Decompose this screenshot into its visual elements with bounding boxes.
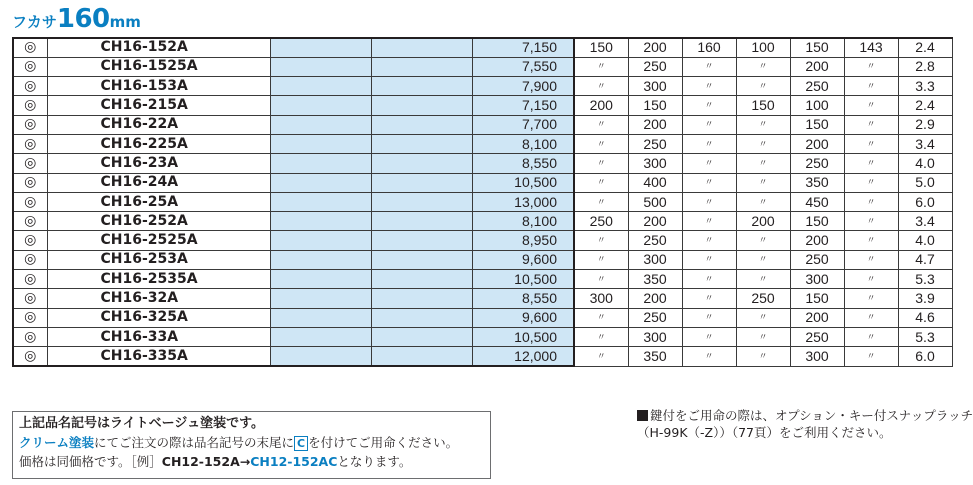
dimension-cell: 200	[628, 289, 682, 308]
stock-mark: ◎	[13, 231, 47, 250]
blank-cell	[371, 173, 472, 192]
dimension-cell: 〃	[682, 173, 736, 192]
dimension-cell: 〃	[574, 231, 628, 250]
dimension-cell: 〃	[574, 250, 628, 269]
lock-note-line-1-text: 鍵付をご用命の際は、オプション・キー付スナップラッチ	[650, 408, 973, 423]
price-cell: 10,500	[472, 173, 574, 192]
weight-cell: 3.4	[898, 134, 952, 153]
dimension-cell: 〃	[844, 212, 898, 231]
product-code: CH16-252A	[47, 212, 270, 231]
dimension-cell: 〃	[574, 134, 628, 153]
dimension-cell: 150	[790, 115, 844, 134]
stock-mark: ◎	[13, 289, 47, 308]
table-row	[13, 231, 952, 250]
dimension-cell: 〃	[736, 327, 790, 346]
table-row	[13, 327, 952, 346]
dimension-cell: 〃	[844, 327, 898, 346]
dimension-cell: 300	[628, 154, 682, 173]
dimension-cell: 〃	[682, 134, 736, 153]
dimension-cell: 300	[574, 289, 628, 308]
dimension-cell: 200	[790, 231, 844, 250]
dimension-cell: 143	[844, 38, 898, 57]
weight-cell: 6.0	[898, 347, 952, 366]
dimension-cell: 250	[628, 134, 682, 153]
dimension-cell: 200	[574, 96, 628, 115]
dimension-cell: 150	[628, 96, 682, 115]
dimension-cell: 〃	[574, 154, 628, 173]
price-cell: 8,550	[472, 154, 574, 173]
dimension-cell: 200	[790, 57, 844, 76]
dimension-cell: 〃	[682, 308, 736, 327]
dimension-cell: 〃	[574, 57, 628, 76]
price-cell: 13,000	[472, 192, 574, 211]
price-cell: 8,100	[472, 212, 574, 231]
blank-cell	[270, 38, 371, 57]
product-code: CH16-253A	[47, 250, 270, 269]
dimension-cell: 200	[736, 212, 790, 231]
dimension-cell: 350	[628, 270, 682, 289]
dimension-cell: 〃	[574, 115, 628, 134]
dimension-cell: 〃	[844, 308, 898, 327]
table-row	[13, 308, 952, 327]
dimension-cell: 400	[628, 173, 682, 192]
weight-cell: 2.8	[898, 57, 952, 76]
dimension-cell: 〃	[736, 347, 790, 366]
dimension-cell: 250	[574, 212, 628, 231]
dimension-cell: 〃	[844, 192, 898, 211]
price-cell: 8,550	[472, 289, 574, 308]
arrow-icon: →	[239, 454, 251, 469]
stock-mark: ◎	[13, 57, 47, 76]
blank-cell	[270, 308, 371, 327]
blank-cell	[270, 96, 371, 115]
product-code: CH16-153A	[47, 77, 270, 96]
weight-cell: 6.0	[898, 192, 952, 211]
dimension-cell: 〃	[736, 231, 790, 250]
dimension-cell: 〃	[844, 270, 898, 289]
dimension-cell: 200	[790, 308, 844, 327]
depth-label: フカサ	[12, 13, 57, 31]
dimension-cell: 〃	[574, 347, 628, 366]
table-row	[13, 250, 952, 269]
blank-cell	[371, 250, 472, 269]
dimension-cell: 300	[790, 270, 844, 289]
dimension-cell: 〃	[682, 154, 736, 173]
dimension-cell: 100	[790, 96, 844, 115]
dimension-cell: 450	[790, 192, 844, 211]
weight-cell: 3.4	[898, 212, 952, 231]
table-row	[13, 134, 952, 153]
blank-cell	[270, 115, 371, 134]
dimension-cell: 〃	[682, 231, 736, 250]
product-code: CH16-24A	[47, 173, 270, 192]
stock-mark: ◎	[13, 250, 47, 269]
dimension-cell: 〃	[682, 347, 736, 366]
spec-table	[12, 37, 953, 367]
dimension-cell: 〃	[682, 57, 736, 76]
suffix-c-badge: C	[294, 436, 308, 451]
dimension-cell: 〃	[736, 134, 790, 153]
blank-cell	[371, 154, 472, 173]
dimension-cell: 250	[736, 289, 790, 308]
dimension-cell: 〃	[736, 270, 790, 289]
dimension-cell: 200	[628, 212, 682, 231]
blank-cell	[270, 347, 371, 366]
stock-mark: ◎	[13, 212, 47, 231]
weight-cell: 4.6	[898, 308, 952, 327]
dimension-cell: 〃	[736, 57, 790, 76]
lock-note-line-1	[637, 407, 973, 424]
blank-cell	[270, 250, 371, 269]
dimension-cell: 150	[790, 38, 844, 57]
blank-cell	[270, 327, 371, 346]
blank-cell	[371, 270, 472, 289]
dimension-cell: 〃	[844, 289, 898, 308]
blank-cell	[270, 212, 371, 231]
dimension-cell: 〃	[736, 173, 790, 192]
blank-cell	[371, 308, 472, 327]
note-line-3-text-b: となります。	[337, 454, 412, 469]
blank-cell	[270, 154, 371, 173]
note-line-1: 上記品名記号はライトベージュ塗装です。	[19, 416, 265, 431]
weight-cell: 4.7	[898, 250, 952, 269]
blank-cell	[371, 115, 472, 134]
dimension-cell: 〃	[736, 308, 790, 327]
dimension-cell: 〃	[736, 154, 790, 173]
table-row	[13, 77, 952, 96]
price-cell: 7,900	[472, 77, 574, 96]
table-row	[13, 270, 952, 289]
dimension-cell: 250	[790, 77, 844, 96]
cream-paint-label: クリーム塗装	[19, 435, 95, 450]
dimension-cell: 150	[790, 212, 844, 231]
dimension-cell: 〃	[574, 192, 628, 211]
dimension-cell: 250	[628, 308, 682, 327]
dimension-cell: 〃	[736, 250, 790, 269]
stock-mark: ◎	[13, 38, 47, 57]
dimension-cell: 〃	[574, 308, 628, 327]
dimension-cell: 〃	[844, 173, 898, 192]
stock-mark: ◎	[13, 347, 47, 366]
table-row	[13, 212, 952, 231]
product-code: CH16-2525A	[47, 231, 270, 250]
price-cell: 12,000	[472, 347, 574, 366]
depth-unit: mm	[109, 13, 141, 31]
dimension-cell: 250	[790, 154, 844, 173]
dimension-cell: 〃	[682, 115, 736, 134]
blank-cell	[270, 57, 371, 76]
blank-cell	[371, 96, 472, 115]
dimension-cell: 〃	[844, 96, 898, 115]
blank-cell	[270, 134, 371, 153]
blank-cell	[371, 327, 472, 346]
blank-cell	[270, 289, 371, 308]
product-code: CH16-32A	[47, 289, 270, 308]
blank-cell	[371, 347, 472, 366]
dimension-cell: 〃	[574, 270, 628, 289]
dimension-cell: 〃	[682, 212, 736, 231]
weight-cell: 5.3	[898, 327, 952, 346]
product-code: CH16-325A	[47, 308, 270, 327]
dimension-cell: 200	[628, 115, 682, 134]
note-line-3	[19, 452, 484, 471]
weight-cell: 4.0	[898, 154, 952, 173]
lock-note	[637, 407, 973, 441]
price-cell: 8,950	[472, 231, 574, 250]
blank-cell	[270, 173, 371, 192]
dimension-cell: 250	[628, 231, 682, 250]
table-row	[13, 57, 952, 76]
dimension-cell: 500	[628, 192, 682, 211]
table-row	[13, 115, 952, 134]
dimension-cell: 300	[628, 327, 682, 346]
dimension-cell: 〃	[844, 57, 898, 76]
table-row	[13, 173, 952, 192]
product-code: CH16-2535A	[47, 270, 270, 289]
dimension-cell: 〃	[844, 250, 898, 269]
example-code-after: CH12-152AC	[250, 454, 338, 469]
weight-cell: 3.9	[898, 289, 952, 308]
dimension-cell: 〃	[682, 289, 736, 308]
note-line-2	[19, 433, 484, 452]
lock-note-line-2: （H-99K（-Z））（77頁）をご利用ください。	[637, 425, 892, 440]
blank-cell	[371, 212, 472, 231]
note-line-2-text-a: にてご注文の際は品名記号の末尾に	[94, 435, 295, 450]
dimension-cell: 350	[628, 347, 682, 366]
price-cell: 7,700	[472, 115, 574, 134]
dimension-cell: 300	[628, 250, 682, 269]
dimension-cell: 〃	[844, 231, 898, 250]
dimension-cell: 〃	[844, 115, 898, 134]
blank-cell	[371, 57, 472, 76]
dimension-cell: 250	[628, 57, 682, 76]
product-code: CH16-225A	[47, 134, 270, 153]
dimension-cell: 〃	[736, 77, 790, 96]
price-cell: 9,600	[472, 308, 574, 327]
dimension-cell: 160	[682, 38, 736, 57]
stock-mark: ◎	[13, 96, 47, 115]
table-row	[13, 347, 952, 366]
weight-cell: 2.9	[898, 115, 952, 134]
price-cell: 7,150	[472, 96, 574, 115]
stock-mark: ◎	[13, 134, 47, 153]
weight-cell: 2.4	[898, 38, 952, 57]
product-code: CH16-215A	[47, 96, 270, 115]
example-code-before: CH12-152A	[161, 454, 240, 469]
dimension-cell: 〃	[682, 250, 736, 269]
stock-mark: ◎	[13, 308, 47, 327]
weight-cell: 3.3	[898, 77, 952, 96]
dimension-cell: 〃	[844, 154, 898, 173]
dimension-cell: 200	[628, 38, 682, 57]
note-line-2-text-b: を付けてご用命ください。	[308, 435, 459, 450]
price-cell: 10,500	[472, 270, 574, 289]
dimension-cell: 300	[790, 347, 844, 366]
dimension-cell: 200	[790, 134, 844, 153]
weight-cell: 4.0	[898, 231, 952, 250]
product-code: CH16-25A	[47, 192, 270, 211]
stock-mark: ◎	[13, 173, 47, 192]
price-cell: 9,600	[472, 250, 574, 269]
stock-mark: ◎	[13, 77, 47, 96]
dimension-cell: 〃	[682, 270, 736, 289]
price-cell: 10,500	[472, 327, 574, 346]
product-code: CH16-335A	[47, 347, 270, 366]
price-cell: 8,100	[472, 134, 574, 153]
dimension-cell: 〃	[682, 96, 736, 115]
table-row	[13, 154, 952, 173]
dimension-cell: 〃	[682, 327, 736, 346]
weight-cell: 5.3	[898, 270, 952, 289]
dimension-cell: 〃	[844, 134, 898, 153]
note-line-3-text-a: 価格は同価格です。［例］	[19, 454, 162, 469]
dimension-cell: 350	[790, 173, 844, 192]
depth-heading	[12, 4, 141, 34]
dimension-cell: 〃	[574, 173, 628, 192]
blank-cell	[270, 231, 371, 250]
stock-mark: ◎	[13, 192, 47, 211]
dimension-cell: 〃	[736, 115, 790, 134]
table-row	[13, 192, 952, 211]
blank-cell	[371, 289, 472, 308]
table-row	[13, 38, 952, 57]
product-code: CH16-152A	[47, 38, 270, 57]
dimension-cell: 150	[574, 38, 628, 57]
table-row	[13, 96, 952, 115]
paint-note-box	[12, 411, 491, 479]
blank-cell	[371, 38, 472, 57]
dimension-cell: 〃	[682, 192, 736, 211]
product-code: CH16-1525A	[47, 57, 270, 76]
stock-mark: ◎	[13, 115, 47, 134]
dimension-cell: 150	[736, 96, 790, 115]
weight-cell: 2.4	[898, 96, 952, 115]
dimension-cell: 300	[628, 77, 682, 96]
blank-cell	[371, 134, 472, 153]
square-bullet-icon	[637, 410, 648, 421]
dimension-cell: 〃	[844, 347, 898, 366]
dimension-cell: 〃	[574, 327, 628, 346]
blank-cell	[371, 77, 472, 96]
weight-cell: 5.0	[898, 173, 952, 192]
price-cell: 7,550	[472, 57, 574, 76]
dimension-cell: 100	[736, 38, 790, 57]
blank-cell	[371, 192, 472, 211]
table-row	[13, 289, 952, 308]
stock-mark: ◎	[13, 270, 47, 289]
price-cell: 7,150	[472, 38, 574, 57]
dimension-cell: 250	[790, 250, 844, 269]
blank-cell	[371, 231, 472, 250]
dimension-cell: 〃	[736, 192, 790, 211]
blank-cell	[270, 192, 371, 211]
stock-mark: ◎	[13, 327, 47, 346]
dimension-cell: 〃	[844, 77, 898, 96]
dimension-cell: 〃	[574, 77, 628, 96]
stock-mark: ◎	[13, 154, 47, 173]
blank-cell	[270, 77, 371, 96]
product-code: CH16-23A	[47, 154, 270, 173]
blank-cell	[270, 270, 371, 289]
product-code: CH16-22A	[47, 115, 270, 134]
product-code: CH16-33A	[47, 327, 270, 346]
dimension-cell: 150	[790, 289, 844, 308]
dimension-cell: 〃	[682, 77, 736, 96]
dimension-cell: 250	[790, 327, 844, 346]
depth-value: 160	[56, 4, 110, 34]
